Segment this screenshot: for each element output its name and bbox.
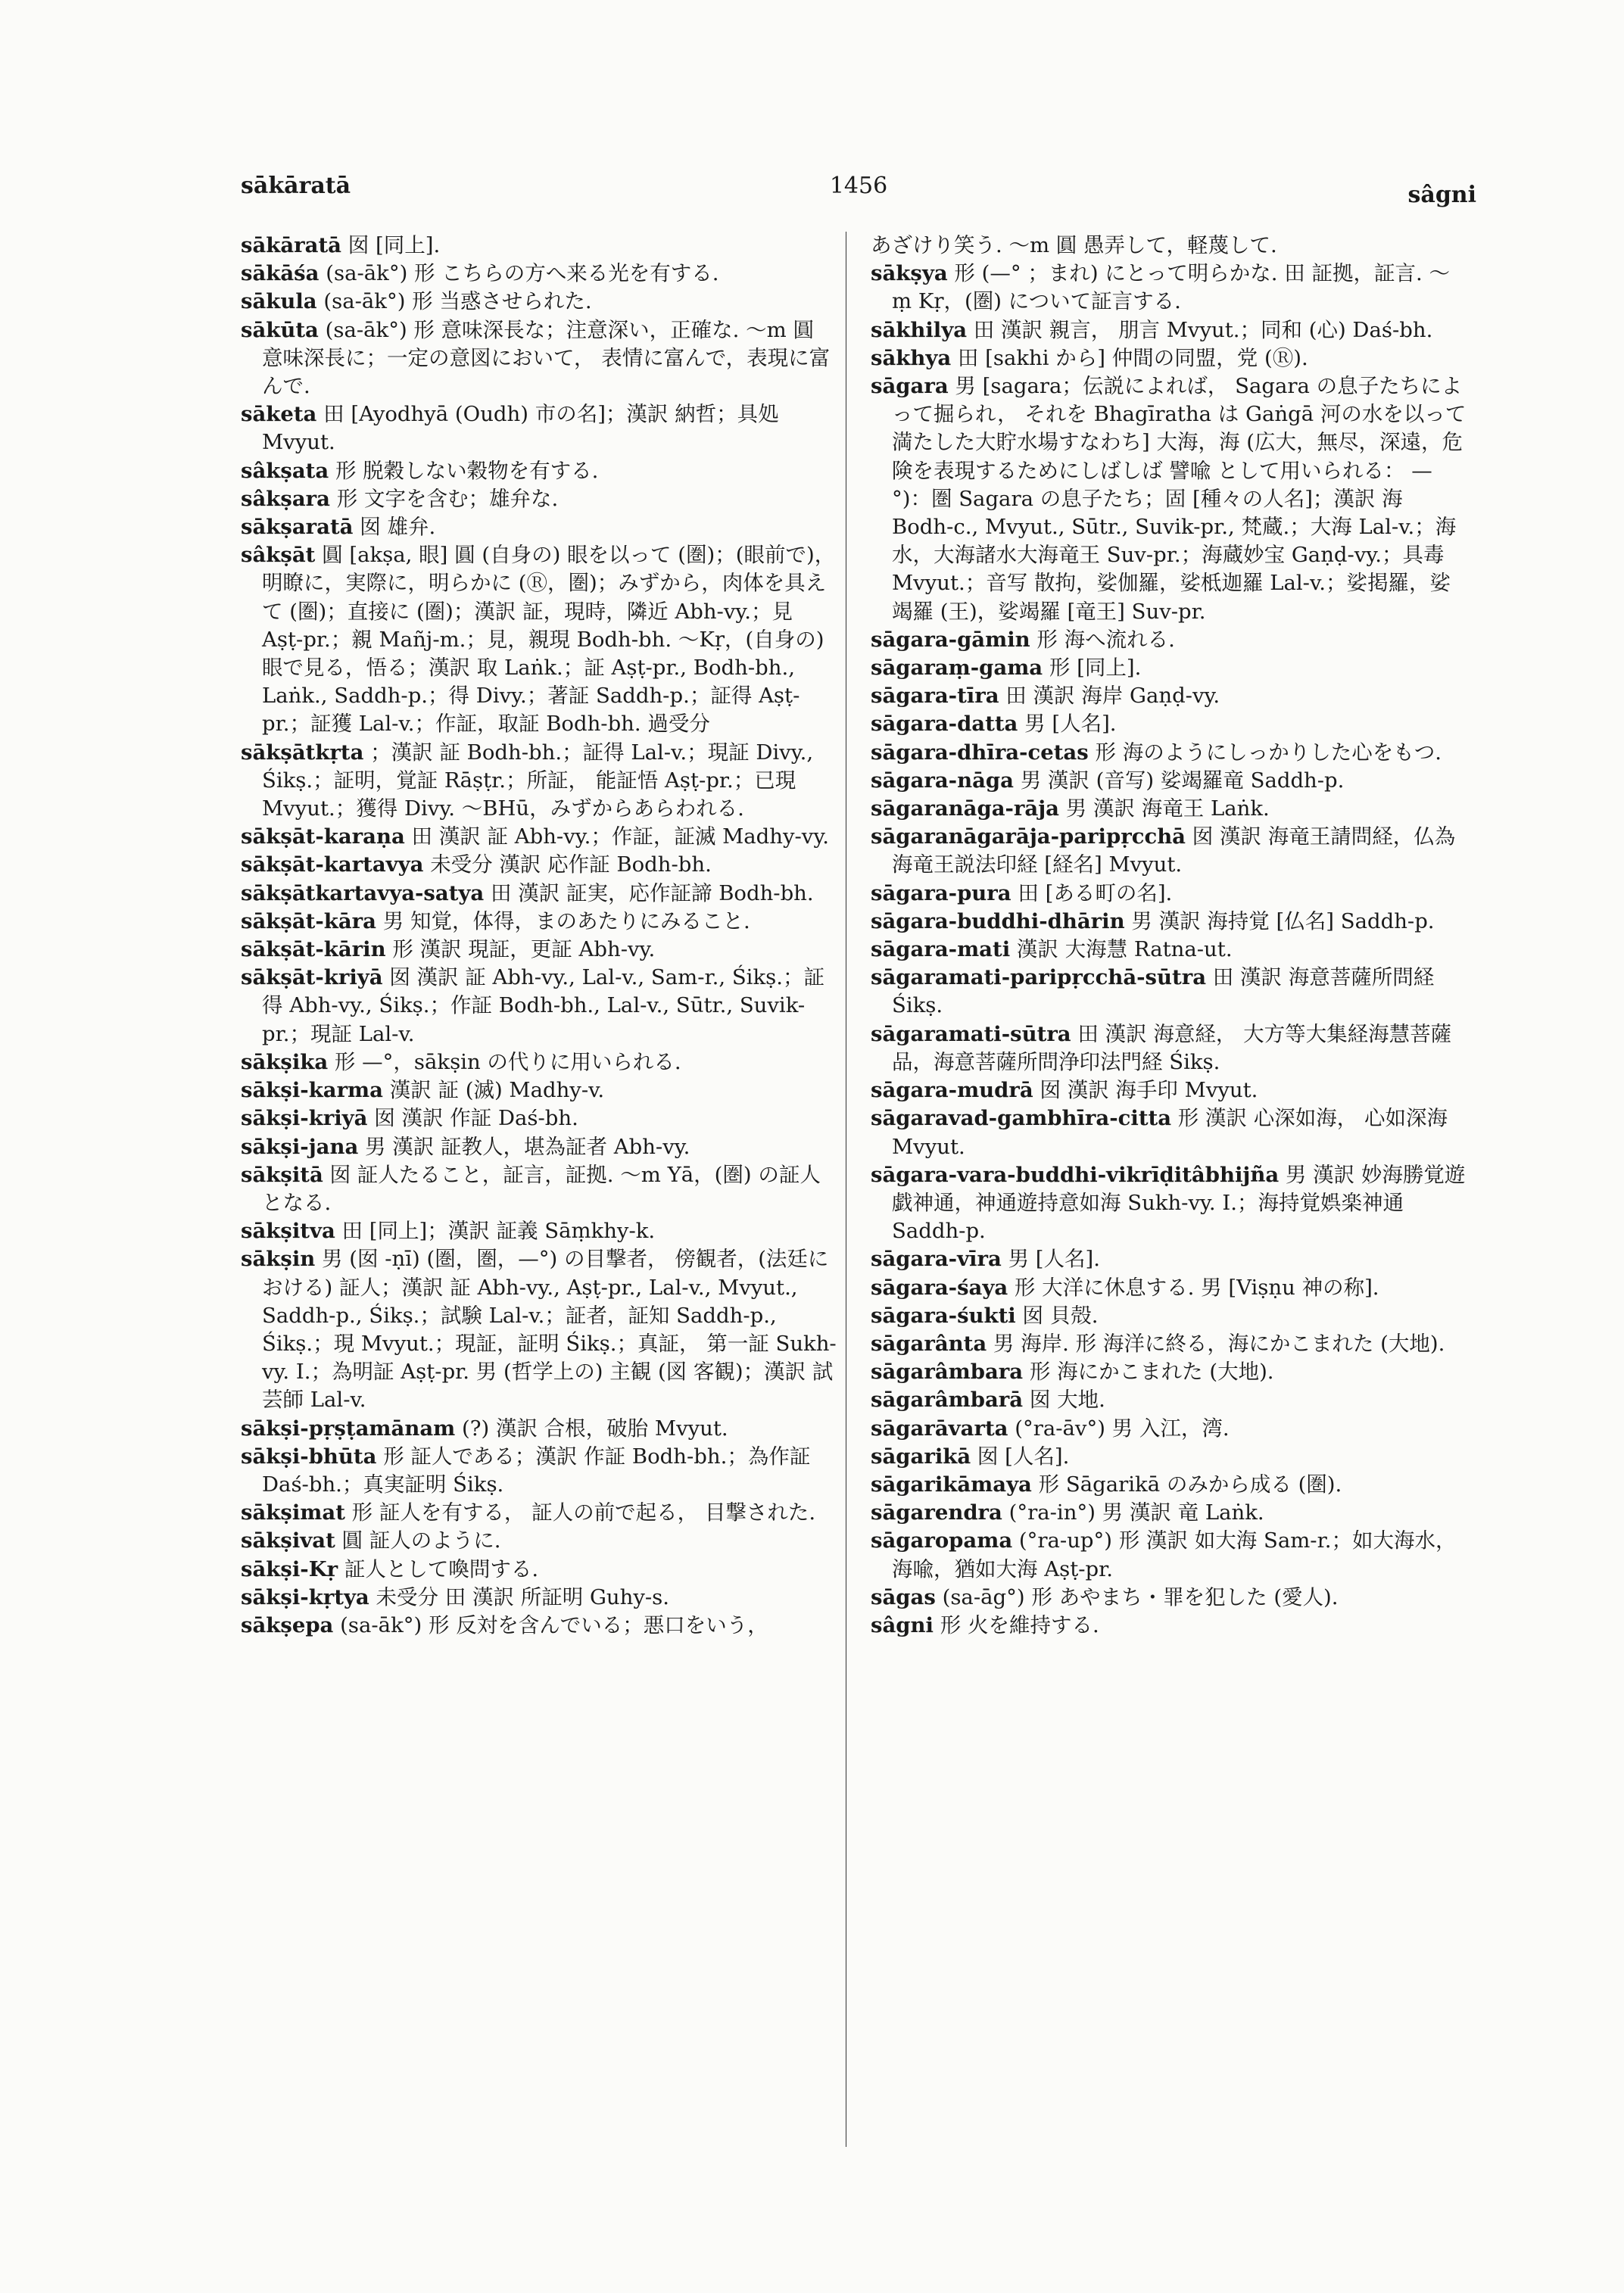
definition: 漢訳 大海慧 Ratna-ut. <box>1016 937 1233 962</box>
headword: sâkṣāt <box>241 543 316 568</box>
headword: sāgara-mati <box>871 937 1011 962</box>
headword: sāgara-gāmin <box>871 627 1030 652</box>
headword: sākūta <box>241 317 319 342</box>
dictionary-entry <box>241 1161 839 1217</box>
definition: 形 文字を含む；雄弁な. <box>336 486 559 511</box>
definition: 男 海岸. 形 海洋に終る，海にかこまれた (大地). <box>993 1331 1445 1356</box>
dictionary-entry <box>241 457 839 485</box>
dictionary-entry <box>241 880 839 908</box>
headword: sāgara-nāga <box>871 768 1014 793</box>
dictionary-entry <box>241 1612 839 1640</box>
headword: sāgara-datta <box>871 712 1018 737</box>
definition: 囡 [同上]. <box>348 233 441 257</box>
headword: sāgara-dhīra-cetas <box>871 740 1089 765</box>
dictionary-entry <box>871 767 1469 795</box>
definition: 漢訳 証 (滅) Madhy-v. <box>389 1078 605 1103</box>
definition: 形 海にかこまれた (大地). <box>1029 1360 1274 1385</box>
definition: 囡 漢訳 作証 Daś-bh. <box>374 1106 578 1131</box>
headword: sāgara-śaya <box>871 1275 1008 1300</box>
dictionary-entry <box>241 908 839 936</box>
dictionary-entry <box>241 851 839 879</box>
definition: 田 [ある町の名]. <box>1018 880 1173 905</box>
dictionary-entry <box>871 682 1469 710</box>
headword: sākhya <box>871 345 952 370</box>
headword: sākṣi-Kṛ <box>241 1556 338 1581</box>
page-header <box>241 173 1476 218</box>
headword: sākṣāt-karaṇa <box>241 824 405 849</box>
dictionary-entry <box>871 1584 1469 1612</box>
definition: 形 漢訳 現証，更証 Abh-vy. <box>392 937 656 962</box>
headword: sākula <box>241 289 317 314</box>
dictionary-entry <box>871 1499 1469 1527</box>
left-guide-word: sākāratā <box>241 173 351 199</box>
dictionary-entry <box>871 1358 1469 1386</box>
headword: sākṣāt-kārin <box>241 937 386 962</box>
dictionary-entry <box>871 232 1469 260</box>
dictionary-entry <box>871 626 1469 654</box>
dictionary-entry <box>241 1245 839 1414</box>
definition: (?) 漢訳 合根，破胎 Mvyut. <box>462 1416 728 1441</box>
dictionary-entry <box>871 964 1469 1020</box>
definition: (sa-āk°) 形 意味深長な；注意深い，正確な. ～m 圓 意味深長に；一定の意図において， 表情に富んで，表現に富んで. <box>262 317 831 399</box>
headword: sāgarâmbara <box>871 1360 1024 1385</box>
dictionary-entry <box>241 1443 839 1499</box>
dictionary-entry <box>871 654 1469 682</box>
headword: sākṣi-jana <box>241 1134 359 1159</box>
headword: sākṣimat <box>241 1500 345 1525</box>
dictionary-entry <box>241 1499 839 1527</box>
headword: sāgaravad-gambhīra-citta <box>871 1106 1172 1131</box>
dictionary-entry <box>241 1217 839 1245</box>
headword: sāketa <box>241 402 317 427</box>
definition: 囡 漢訳 海手印 Mvyut. <box>1040 1078 1258 1103</box>
definition: 田 漢訳 海岸 Gaṇḍ-vy. <box>1005 684 1220 709</box>
dictionary-entry <box>871 1330 1469 1358</box>
dictionary-entry <box>871 1302 1469 1330</box>
headword: sāgarāvarta <box>871 1416 1008 1441</box>
left-column <box>241 232 839 2139</box>
definition: (sa-āg°) 形 あやまち・罪を犯した (愛人). <box>942 1584 1339 1609</box>
definition: 形 Sāgarikā のみから成る (圏). <box>1038 1472 1342 1497</box>
dictionary-entry <box>871 710 1469 738</box>
definition: 男 漢訳 海竜王 Laṅk. <box>1065 796 1270 821</box>
dictionary-entry <box>871 908 1469 936</box>
headword: sâkṣata <box>241 458 329 483</box>
dictionary-entry <box>871 936 1469 964</box>
dictionary-entry <box>871 260 1469 316</box>
headword: sâgni <box>871 1612 934 1637</box>
definition: 男 漢訳 妙海勝覚遊戯神通，神通遊持意如海 Sukh-vy. I.；海持覚娯楽神通 Saddh-p. <box>892 1162 1466 1244</box>
headword: sāgara-vīra <box>871 1247 1002 1272</box>
dictionary-entry <box>241 823 839 851</box>
definition: (°ra-āv°) 男 入江，湾. <box>1015 1416 1230 1441</box>
headword: sāgara-pura <box>871 880 1011 905</box>
definition: 未受分 田 漢訳 所証明 Guhy-s. <box>376 1584 670 1609</box>
page-number: 1456 <box>829 173 888 199</box>
headword: sāgaramati-paripṛcchā-sūtra <box>871 965 1207 990</box>
dictionary-entry <box>241 1415 839 1443</box>
definition: (sa-āk°) 形 当惑させられた. <box>323 289 592 314</box>
headword: sākṣika <box>241 1049 329 1074</box>
dictionary-entry <box>871 1104 1469 1161</box>
definition: 形 漢訳 心深如海， 心如深海 Mvyut. <box>892 1106 1448 1159</box>
definition: 囡 証人たること，証言，証拠. ～m Yā，(圏) の証人となる. <box>262 1162 821 1215</box>
dictionary-entry <box>871 1612 1469 1640</box>
definition: 形 証人である；漢訳 作証 Bodh-bh.；為作証 Daś-bh.；真実証明 Śikṣ. <box>262 1444 811 1497</box>
headword: sāgarikā <box>871 1444 971 1469</box>
definition: 男 (囡 -ṇī) (圏，圏，—°) の目撃者， 傍観者，(法廷における) 証人；漢訳 証 Abh-vy., Aṣṭ-pr., Lal-v., Mvyut., Saddh-p., Śikṣ.；試験 Lal-v.；証者，証知 Saddh-p., Śikṣ.；現 Mvyut.；現証，証明 Śikṣ.；真証， 第一証 Sukh-vy. I.；為明証 Aṣṭ-pr. 男 (哲学上の) 主観 (図 客観)；漢訳 試芸師 Lal-v. <box>262 1247 837 1413</box>
headword: sāgarâmbarā <box>871 1388 1024 1413</box>
headword: sākṣaratā <box>241 515 354 540</box>
headword: sāgara <box>871 374 949 399</box>
headword: sākṣātkartavya-satya <box>241 880 485 905</box>
definition: 証人として喚問する. <box>344 1556 539 1581</box>
dictionary-entry <box>241 739 839 824</box>
headword: sākṣi-kriyā <box>241 1106 368 1131</box>
headword: sākṣitva <box>241 1219 335 1244</box>
dictionary-entry <box>871 1020 1469 1076</box>
definition: あざけり笑う. ～m 圓 愚弄して，軽蔑して. <box>871 233 1277 257</box>
dictionary-entry <box>871 344 1469 372</box>
dictionary-entry <box>241 400 839 456</box>
headword: sākṣātkṛta <box>241 740 364 765</box>
dictionary-entry <box>871 1527 1469 1583</box>
definition: 形 —°，sākṣin の代りに用いられる. <box>334 1049 681 1074</box>
definition: 田 漢訳 親言， 朋言 Mvyut.；同和 (心) Daś-bh. <box>973 317 1433 342</box>
dictionary-entry <box>871 316 1469 344</box>
headword: sākṣi-kṛtya <box>241 1584 369 1609</box>
headword: sāgara-śukti <box>871 1303 1016 1328</box>
definition: 未受分 漢訳 応作証 Bodh-bh. <box>430 852 712 877</box>
definition: 男 漢訳 (音写) 娑竭羅竜 Saddh-p. <box>1020 768 1345 793</box>
dictionary-entry <box>241 1584 839 1612</box>
dictionary-entry <box>241 316 839 401</box>
definition: 男 [人名]. <box>1008 1247 1101 1272</box>
definition: ；漢訳 証 Bodh-bh.；証得 Lal-v.；現証 Divy., Śikṣ.；証明，覚証 Rāṣṭr.；所証， 能証悟 Aṣṭ-pr.；已現 Mvyut.；獲得 Divy. ～BHū，みずからあらわれる. <box>262 740 814 821</box>
definition: 形 海のようにしっかりした心をもつ. <box>1095 740 1442 765</box>
headword: sākṣi-karma <box>241 1078 383 1103</box>
definition: 囡 [人名]. <box>977 1444 1070 1469</box>
headword: sâkṣara <box>241 486 330 511</box>
definition: (°ra-up°) 形 漢訳 如大海 Sam-r.；如大海水，海喩，猶如大海 Aṣṭ-pr. <box>892 1528 1457 1581</box>
headword: sākṣivat <box>241 1528 335 1553</box>
dictionary-entry <box>871 795 1469 823</box>
headword: sāgara-buddhi-dhārin <box>871 908 1125 933</box>
dictionary-entry <box>241 1556 839 1584</box>
dictionary-entry <box>241 936 839 964</box>
definition: 男 漢訳 証教人，堪為証者 Abh-vy. <box>365 1134 690 1159</box>
dictionary-entry <box>871 739 1469 767</box>
definition: 男 知覚，体得，まのあたりにみること. <box>382 908 750 933</box>
dictionary-entry <box>871 1161 1469 1246</box>
definition: 田 [Ayodhyā (Oudh) 市の名]；漢訳 納哲；具処 Mvyut. <box>262 402 779 455</box>
headword: sāgarânta <box>871 1331 987 1356</box>
dictionary-entry <box>241 513 839 541</box>
dictionary-entry <box>241 964 839 1048</box>
definition: 男 [人名]. <box>1024 712 1117 737</box>
definition: 田 漢訳 海意菩薩所問経 Śikṣ. <box>892 965 1435 1018</box>
right-column <box>871 232 1469 2139</box>
headword: sāgarikāmaya <box>871 1472 1032 1497</box>
headword: sākṣya <box>871 261 948 286</box>
dictionary-entry <box>871 1443 1469 1471</box>
headword: sākhilya <box>871 317 968 342</box>
dictionary-entry <box>241 1076 839 1104</box>
definition: 囡 雄弁. <box>360 515 436 540</box>
headword: sākāratā <box>241 233 342 257</box>
headword: sāgara-tīra <box>871 684 999 709</box>
headword: sākṣāt-kartavya <box>241 852 424 877</box>
definition: (sa-āk°) 形 こちらの方へ来る光を有する. <box>326 261 719 286</box>
dictionary-entry <box>871 880 1469 908</box>
definition: 田 漢訳 証実，応作証諦 Bodh-bh. <box>490 880 814 905</box>
headword: sāgaranāgarāja-paripṛcchā <box>871 824 1186 849</box>
dictionary-entry <box>241 485 839 513</box>
definition: 田 [同上]；漢訳 証義 Sāṃkhy-k. <box>341 1219 656 1244</box>
definition: 囡 漢訳 証 Abh-vy., Lal-v., Sam-r., Śikṣ.；証得 Abh-vy., Śikṣ.；作証 Bodh-bh., Lal-v., Sūtr., Suvik-pr.；現証 Lal-v. <box>262 965 824 1046</box>
dictionary-entry <box>871 1245 1469 1273</box>
definition: 男 [sagara；伝説によれば， Sagara の息子たちによって掘られ， それを Bhagīratha は Gaṅgā 河の水を以って満たした大貯水場すなわち] 大海，海 (広大，無尽，深遠，危険を表現するためにしばしば 譬喩 として用いられる： —°)：圏 Sagara の息子たち；固 [種々の人名]；漢訳 海 Bodh-c., Mvyut., Sūtr., Suvik-pr., 梵蔵.；大海 Lal-v.；海水，大海諸水大海竜王 Suv-pr.；海蔵妙宝 Gaṇḍ-vy.；具毒 Mvyut.；音写 散拘，娑伽羅，娑柢迦羅 Lal-v.；娑掲羅，娑竭羅 (王)，娑竭羅 [竜王] Suv-pr. <box>892 374 1467 624</box>
dictionary-entry <box>241 288 839 316</box>
headword: sākṣāt-kriyā <box>241 965 383 990</box>
definition: 形 脱穀しない穀物を有する. <box>335 458 599 483</box>
definition: 男 漢訳 海持覚 [仏名] Saddh-p. <box>1131 908 1435 933</box>
headword: sāgarendra <box>871 1500 1002 1525</box>
headword: sāgaraṃ-gama <box>871 656 1043 681</box>
headword: sāgara-vara-buddhi-vikrīḍitâbhijña <box>871 1162 1280 1187</box>
dictionary-entry <box>241 1104 839 1132</box>
dictionary-entry <box>871 1274 1469 1302</box>
headword: sāgara-mudrā <box>871 1078 1033 1103</box>
definition: 圓 [akṣa, 眼] 圓 (自身の) 眼を以って (圏)；(眼前で)，明瞭に，実際に，明らかに (Ⓡ，圏)；みずから，肉体を具えて (圏)；直接に (圏)；漢訳 証，現時，隣近 Abh-vy.；見 Aṣṭ-pr.；親 Mañj-m.；見，親現 Bodh-bh. ～Kṛ，(自身の) 眼で見る，悟る；漢訳 取 Laṅk.；証 Aṣṭ-pr., Bodh-bh., Laṅk., Saddh-p.；得 Divy.；著証 Saddh-p.；証得 Aṣṭ-pr.；証獲 Lal-v.；作証，取証 Bodh-bh. 過受分 <box>262 543 836 737</box>
headword: sākṣitā <box>241 1162 323 1187</box>
dictionary-entry <box>241 232 839 260</box>
definition: 囡 貝殻. <box>1022 1303 1099 1328</box>
dictionary-entry <box>241 260 839 288</box>
definition: 形 火を維持する. <box>940 1612 1099 1637</box>
definition: 形 (—° ；まれ) にとって明らかな. 田 証拠，証言. ～ṃ Kṛ，(圏) について証言する. <box>892 261 1450 314</box>
headword: sākṣin <box>241 1247 316 1272</box>
definition: 囡 大地. <box>1029 1388 1105 1413</box>
headword: sākṣepa <box>241 1612 334 1637</box>
right-guide-word: sâgni <box>1407 182 1476 208</box>
dictionary-entry <box>871 823 1469 879</box>
dictionary-entry <box>871 1471 1469 1499</box>
dictionary-entry <box>241 1048 839 1076</box>
definition: 形 大洋に休息する. 男 [Viṣṇu 神の称]. <box>1014 1275 1379 1300</box>
definition: 田 漢訳 証 Abh-vy.；作証，証滅 Madhy-vy. <box>411 824 829 849</box>
dictionary-entry <box>871 1386 1469 1414</box>
headword: sāgaropama <box>871 1528 1013 1553</box>
definition: 田 漢訳 海意経， 大方等大集経海慧菩薩品，海意菩薩所問浄印法門経 Śikṣ. <box>892 1021 1452 1074</box>
dictionary-entry <box>871 372 1469 626</box>
definition: 形 [同上]. <box>1049 656 1142 681</box>
definition: 圓 証人のように. <box>341 1528 501 1553</box>
definition: 囡 漢訳 海竜王請問経，仏為海竜王説法印経 [経名] Mvyut. <box>892 824 1456 877</box>
dictionary-entry <box>871 1415 1469 1443</box>
headword: sāgaramati-sūtra <box>871 1021 1071 1046</box>
definition: 田 [sakhi から] 仲間の同盟，党 (Ⓡ). <box>957 345 1308 370</box>
definition: (sa-āk°) 形 反対を含んでいる；悪口をいう， <box>340 1612 768 1637</box>
headword: sākṣi-pṛṣṭamānam <box>241 1416 456 1441</box>
definition: 形 海へ流れる. <box>1036 627 1175 652</box>
headword: sāgaranāga-rāja <box>871 796 1060 821</box>
headword: sākṣāt-kāra <box>241 908 376 933</box>
headword: sāgas <box>871 1584 936 1609</box>
headword: sākṣi-bhūta <box>241 1444 377 1469</box>
dictionary-entry <box>241 541 839 738</box>
dictionary-entry <box>871 1076 1469 1104</box>
dictionary-entry <box>241 1133 839 1161</box>
dictionary-entry <box>241 1527 839 1555</box>
definition: 形 証人を有する， 証人の前で起る， 目撃された. <box>351 1500 816 1525</box>
definition: (°ra-in°) 男 漢訳 竜 Laṅk. <box>1008 1500 1264 1525</box>
headword: sākāśa <box>241 261 320 286</box>
